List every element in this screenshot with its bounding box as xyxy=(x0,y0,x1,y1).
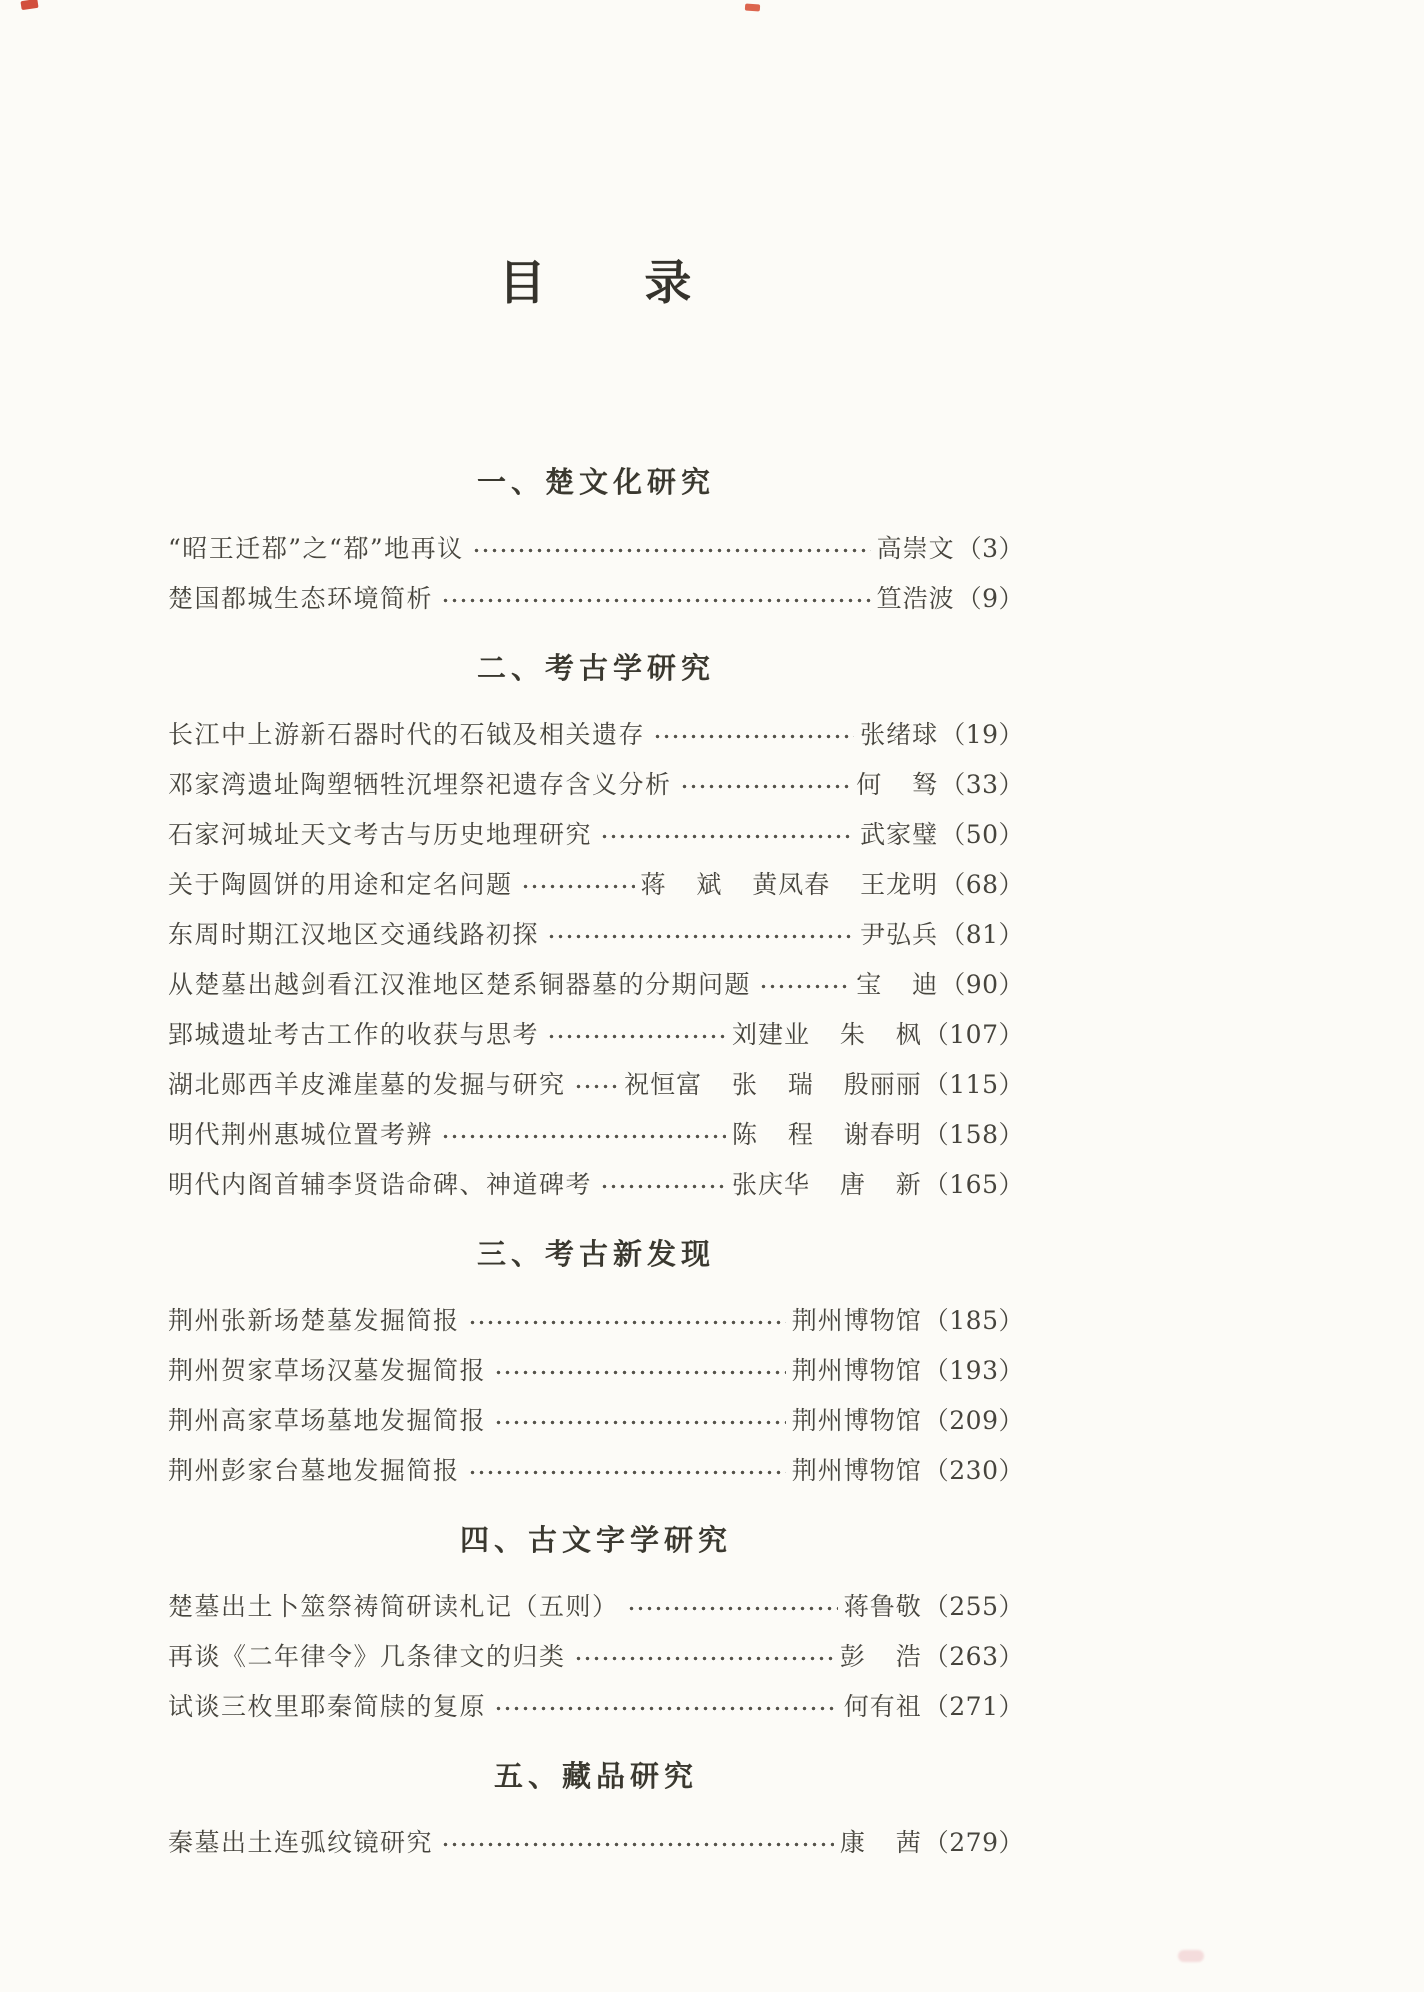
entry-page-number: （158） xyxy=(923,1120,1024,1149)
section-entries xyxy=(168,708,1024,1208)
dot-leader xyxy=(600,808,854,858)
entry-title: 试谈三枚里耶秦简牍的复原 xyxy=(168,1692,487,1721)
entry-authors: 荆州博物馆 xyxy=(791,1456,922,1485)
entry-page-number: （90） xyxy=(940,970,1024,999)
entry-title: “昭王迁鄀”之“鄀”地再议 xyxy=(168,534,464,563)
entry-authors: 高崇文 xyxy=(876,534,955,563)
entry-authors: 荆州博物馆 xyxy=(791,1306,922,1335)
red-scan-mark-left xyxy=(20,0,38,10)
dot-leader xyxy=(680,758,851,808)
dot-leader xyxy=(494,1344,786,1394)
toc-entry xyxy=(168,908,1024,958)
entry-authors: 祝恒富 张 瑞 殷丽丽 xyxy=(624,1070,922,1099)
entry-title: 邓家湾遗址陶塑牺牲沉埋祭祀遗存含义分析 xyxy=(168,770,672,799)
dot-leader xyxy=(468,1294,786,1344)
entry-page-number: （279） xyxy=(923,1828,1024,1857)
entry-page-number: （50） xyxy=(940,820,1024,849)
entry-authors: 何有祖 xyxy=(843,1692,922,1721)
entry-title: 从楚墓出越剑看江汉淮地区楚系铜器墓的分期问题 xyxy=(168,970,752,999)
toc-entry xyxy=(168,1444,1024,1494)
section-heading: 三、考古新发现 xyxy=(476,1237,715,1271)
entry-title: 荆州张新场楚墓发掘简报 xyxy=(168,1306,460,1335)
entry-authors: 何 驽 xyxy=(856,770,939,799)
toc-entry xyxy=(168,1630,1024,1680)
entry-title: 荆州贺家草场汉墓发掘简报 xyxy=(168,1356,487,1385)
toc-entry xyxy=(168,572,1024,622)
dot-leader xyxy=(441,1816,834,1866)
entry-title: 荆州彭家台墓地发掘简报 xyxy=(168,1456,460,1485)
entry-authors: 宝 迪 xyxy=(856,970,939,999)
dot-leader xyxy=(627,1580,838,1630)
entry-title: 关于陶圆饼的用途和定名问题 xyxy=(168,870,513,899)
entry-page-number: （68） xyxy=(940,870,1024,899)
entry-page-number: （9） xyxy=(956,584,1024,613)
toc-entry xyxy=(168,958,1024,1008)
entry-title: 再谈《二年律令》几条律文的归类 xyxy=(168,1642,566,1671)
entry-page-number: （115） xyxy=(923,1070,1024,1099)
toc-entry xyxy=(168,1158,1024,1208)
entry-authors: 武家璧 xyxy=(860,820,939,849)
entry-page-number: （230） xyxy=(923,1456,1024,1485)
toc-entry xyxy=(168,858,1024,908)
entry-authors: 荆州博物馆 xyxy=(791,1406,922,1435)
toc-entry xyxy=(168,1294,1024,1344)
toc-entry xyxy=(168,1680,1024,1730)
dot-leader xyxy=(574,1630,834,1680)
entry-title: 秦墓出土连弧纹镜研究 xyxy=(168,1828,434,1857)
entry-title: 楚墓出土卜筮祭祷简研读札记（五则） xyxy=(168,1592,619,1621)
pink-scan-smudge xyxy=(1178,1950,1204,1962)
toc-entry xyxy=(168,1008,1024,1058)
entry-page-number: （185） xyxy=(923,1306,1024,1335)
entry-authors: 张庆华 唐 新 xyxy=(731,1170,922,1199)
section-entries xyxy=(168,1580,1024,1730)
dot-leader xyxy=(441,1108,726,1158)
toc-entry xyxy=(168,1344,1024,1394)
entry-title: 明代荆州惠城位置考辨 xyxy=(168,1120,434,1149)
entry-authors: 荆州博物馆 xyxy=(791,1356,922,1385)
section-heading: 五、藏品研究 xyxy=(493,1759,698,1793)
toc-entry xyxy=(168,758,1024,808)
dot-leader xyxy=(441,572,871,622)
section-heading: 一、楚文化研究 xyxy=(476,465,715,499)
toc-entry xyxy=(168,1058,1024,1108)
toc-entry xyxy=(168,1108,1024,1158)
entry-page-number: （3） xyxy=(956,534,1024,563)
entry-page-number: （165） xyxy=(923,1170,1024,1199)
toc-content xyxy=(168,0,1024,1866)
entry-page-number: （209） xyxy=(923,1406,1024,1435)
entry-title: 长江中上游新石器时代的石钺及相关遗存 xyxy=(168,720,646,749)
dot-leader xyxy=(547,1008,726,1058)
entry-page-number: （263） xyxy=(923,1642,1024,1671)
toc-entry xyxy=(168,522,1024,572)
entry-title: 东周时期江汉地区交通线路初探 xyxy=(168,920,540,949)
entry-title: 明代内阁首辅李贤诰命碑、神道碑考 xyxy=(168,1170,593,1199)
section-entries xyxy=(168,1294,1024,1494)
section-heading: 四、古文字学研究 xyxy=(459,1523,732,1557)
entry-authors: 笪浩波 xyxy=(876,584,955,613)
entry-title: 郢城遗址考古工作的收获与思考 xyxy=(168,1020,540,1049)
entry-authors: 陈 程 谢春明 xyxy=(731,1120,922,1149)
dot-leader xyxy=(759,958,850,1008)
dot-leader xyxy=(547,908,854,958)
dot-leader xyxy=(494,1394,786,1444)
entry-authors: 蒋鲁敬 xyxy=(843,1592,922,1621)
entry-title: 楚国都城生态环境简析 xyxy=(168,584,434,613)
section-entries xyxy=(168,522,1024,622)
entry-authors: 张绪球 xyxy=(860,720,939,749)
sections-container xyxy=(168,462,1024,1866)
entry-page-number: （19） xyxy=(940,720,1024,749)
dot-leader xyxy=(574,1058,619,1108)
section-entries xyxy=(168,1816,1024,1866)
entry-page-number: （33） xyxy=(940,770,1024,799)
entry-title: 湖北郧西羊皮滩崖墓的发掘与研究 xyxy=(168,1070,566,1099)
toc-entry xyxy=(168,1394,1024,1444)
entry-page-number: （81） xyxy=(940,920,1024,949)
entry-authors: 刘建业 朱 枫 xyxy=(731,1020,922,1049)
entry-page-number: （271） xyxy=(923,1692,1024,1721)
entry-authors: 尹弘兵 xyxy=(860,920,939,949)
entry-authors: 彭 浩 xyxy=(839,1642,922,1671)
dot-leader xyxy=(600,1158,726,1208)
dot-leader xyxy=(468,1444,786,1494)
toc-entry xyxy=(168,1580,1024,1630)
dot-leader xyxy=(521,858,635,908)
entry-authors: 蒋 斌 黄凤春 王龙明 xyxy=(640,870,939,899)
toc-entry xyxy=(168,1816,1024,1866)
page-title: 目 录 xyxy=(498,256,694,311)
entry-page-number: （193） xyxy=(923,1356,1024,1385)
entry-title: 荆州高家草场墓地发掘简报 xyxy=(168,1406,487,1435)
dot-leader xyxy=(653,708,854,758)
entry-title: 石家河城址天文考古与历史地理研究 xyxy=(168,820,593,849)
entry-authors: 康 茜 xyxy=(839,1828,922,1857)
toc-entry xyxy=(168,708,1024,758)
entry-page-number: （255） xyxy=(923,1592,1024,1621)
dot-leader xyxy=(472,522,871,572)
dot-leader xyxy=(494,1680,838,1730)
section-heading: 二、考古学研究 xyxy=(476,651,715,685)
toc-entry xyxy=(168,808,1024,858)
entry-page-number: （107） xyxy=(923,1020,1024,1049)
